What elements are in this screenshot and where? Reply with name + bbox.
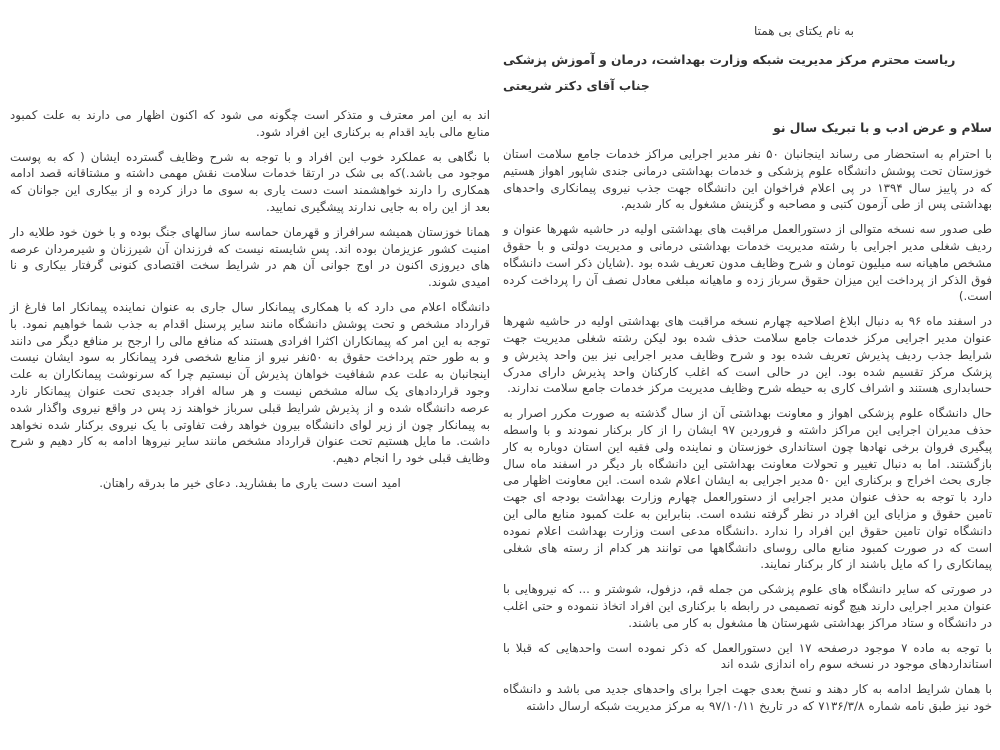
letter-right-column — [503, 22, 992, 723]
closing-line: امید است دست یاری ما بفشارید. دعای خیر ما بدرقه راهتان. — [99, 475, 401, 490]
body-paragraph-right-5: در صورتی که سایر دانشگاه های علوم پزشکی من جمله قم، دزفول، شوشتر و ... که نیروهایی با عنوان مدیر اجرایی دارند هیچ گونه تصمیمی در رابطه با برکناری این افراد اتخاذ ننموده و حتی اغلب در دانشگاه و ستاد مراکز بهداشتی شهرستان ها مشغول به کار می باشند. — [503, 582, 992, 630]
body-paragraph-right-1: با احترام به استحضار می رساند اینجانبان ۵۰ نفر مدیر اجرایی مراکز خدمات جامع سلامت استان خوزستان تحت پوشش دانشگاه علوم پزشکی و خدمات بهداشتی درمانی جندی شاپور اهواز هستیم که در پاییز سال ۱۳۹۴ در پی اعلام فراخوان این دانشگاه جهت جذب نیروی پیمانکاری واحدهای بهداشتی پس از طی آزمون کتبی و مصاحبه و گزینش مشغول به کار شدیم. — [503, 147, 993, 212]
recipient-name-line: جناب آقای دکتر شریعتی — [503, 79, 650, 93]
bismillah-line: به نام یکتای بی همتا — [754, 24, 854, 38]
body-paragraph-right-4: حال دانشگاه علوم پزشکی اهواز و معاونت بهداشتی آن از سال گذشته به صورت مکرر اصرار به حذف مدیران اجرایی این مراکز داشته و فروردین ۹۷ ایشان را از کار برکنار نمودند و با واسطه پیگیری فروان برخی نهادها چون استانداری خوزستان و نماینده ولی فقیه این استان دوباره به کار بازگشتند. اما به دنبال تغییر و تحولات معاونت بهداشتی این دانشگاه بار دیگر در اسفند ماه سال جاری بحث اخراج و برکناری این ۵۰ مدیر اجرایی به ایشان اعلام شده است. این معاونت اظهار می دارد با توجه به حذف عنوان مدیر اجرایی از دستورالعمل چهارم وزارت بهداشت بودجه ای جهت تامین حقوق و مزایای این افراد در نظر گرفته نشده است. بنابراین به علت کمبود منابع مالی این دانشگاه توان تامین حقوق این افراد را ندارد .دانشگاه مدعی است وزارت بهداشت اعلام نموده است که در صورت کمبود منابع مالی روسای دانشگاهها می توانند هر کدام از رسته های شغلی پیمانکاری را که مایل باشند از کار برکنار نمایند. — [503, 406, 992, 572]
body-paragraph-left-4: دانشگاه اعلام می دارد که با همکاری پیمانکار سال جاری به عنوان نماینده پیمانکار اما فارغ از قرارداد مشخص و تحت پوشش دانشگاه مانند سایر پرسنل اقدام به جذب شما خواهیم نمود. با توجه به این امر که پیمانکاران اکثرا افرادی هستند که منافع مالی را ارجح بر منافع دیگر می دانند و به طور حتم پرداخت حقوق به ۵۰نفر نیرو از منابع شخصی فرد پیمانکار به سود ایشان نیست اینجانبان به علت عدم شفافیت خواهان پذیرش آن نیستیم چرا که سرنوشت پیمانکاران به علت وجود قراردادهای یک ساله مشخص نیست و هر ساله افراد جدیدی تحت عنوان پیمانکار نارد عرصه دانشگاه شده و از پذیرش شرایط قبلی سرباز خواهند زد پس در واقع نیروی واگذار شده به پیمانکار چون از زیر لوای دانشگاه بیرون خواهد رفت تفاوتی با یک نیروی برکنار شده نخواهد داشت. ما مایل هستیم تحت عنوان قرارداد مشخص مانند سایر نیروها ادامه به کار دهیم و شرح وظایف قبلی خود را انجام دهیم. — [10, 299, 490, 466]
body-paragraph-right-2: طی صدور سه نسخه متوالی از دستورالعمل مراقبت های بهداشتی اولیه در حاشیه شهرها عنوان و ردیف شغلی مدیر اجرایی با رشته مدیریت خدمات بهداشتی درمانی و مدیریت دولتی و با حقوق مشخص ماهیانه سه میلیون تومان و شرح وظایف مدون تعریف شده بود .(شایان ذکر است دانشگاه فوق الذکر از پرداخت این میزان حقوق سرباز زده و ماهیانه مبلغی معادل نصف آن را پرداخت کرده است.) — [503, 222, 992, 304]
body-paragraph-right-7: با همان شرایط ادامه به کار دهند و نسخ بعدی جهت اجرا برای واحدهای جدید می باشد و دانشگاه خود نیز طبق نامه شماره ۷۱۳۶/۳/۸ که در تاریخ ۹۷/۱۰/۱۱ به مرکز مدیریت شبکه ارسال داشته — [503, 682, 992, 713]
body-paragraph-left-2: با نگاهی به عملکرد خوب این افراد و با توجه به شرح وظایف گسترده ایشان ( که به پوست موجود می باشد.)که بی شک در ارتقا خدمات سلامت نقش مهمی داشته و مشتاقانه قصد ادامه همکاری را دارند خواهشمند است دست یاری به سوی ما دراز کرده و از بیکاری این جوانان که بعد از این راه به جایی ندارند پیشگیری نمایید. — [10, 149, 490, 214]
recipient-title-line: ریاست محترم مرکز مدیریت شبکه وزارت بهداشت، درمان و آموزش پزشکی — [503, 53, 956, 67]
body-paragraph-left-1: اند به این امر معترف و متذکر است چگونه می شود که اکنون اظهار می دارند به علت کمبود منابع مالی باید اقدام به برکناری این افراد شود. — [10, 108, 490, 139]
body-paragraph-right-6: با توجه به ماده ۷ موجود درصفحه ۱۷ این دستورالعمل که ذکر نموده است واحدهایی که قبلا با استانداردهای موجود در نسخه سوم راه اندازی شده اند — [503, 640, 992, 672]
body-paragraph-left-3: همانا خوزستان همیشه سرافراز و قهرمان حماسه ساز سالهای جنگ بوده و با خون خود طلایه دار امنیت کشور عزیزمان بوده اند. پس شایسته نیست که فرزندان آن شیرزنان و شیرمردان عرصه های دیروزی اکنون در اوج جوانی آن هم در شرایط سخت اقتصادی کنونی گرفتار بیکاری و نا امیدی شوند. — [10, 224, 490, 290]
letter-left-column — [10, 107, 490, 500]
salutation-line: سلام و عرض ادب و با تبریک سال نو — [773, 121, 992, 135]
body-paragraph-right-3: در اسفند ماه ۹۶ به دنبال ابلاغ اصلاحیه چهارم نسخه مراقبت های بهداشتی اولیه در حاشیه شهرها عنوان مدیر اجرایی مرکز خدمات جامع سلامت حذف شده بود لیکن رشته شغلی مدیریت جهت شرایط جذب ردیف پذیرش تعریف شده بود و شرح وظایف مدیر اجرایی نیز بین واحد پذیرش و پزشک مرکز تقسیم شده بود. این در حالی است که اغلب کارکنان واحد پذیرش دارای مدرک حسابداری هستند و اشراف کاری به حیطه شرح وظایف مدیریت مرکز خدمات جامع سلامت ندارند. — [503, 314, 992, 396]
